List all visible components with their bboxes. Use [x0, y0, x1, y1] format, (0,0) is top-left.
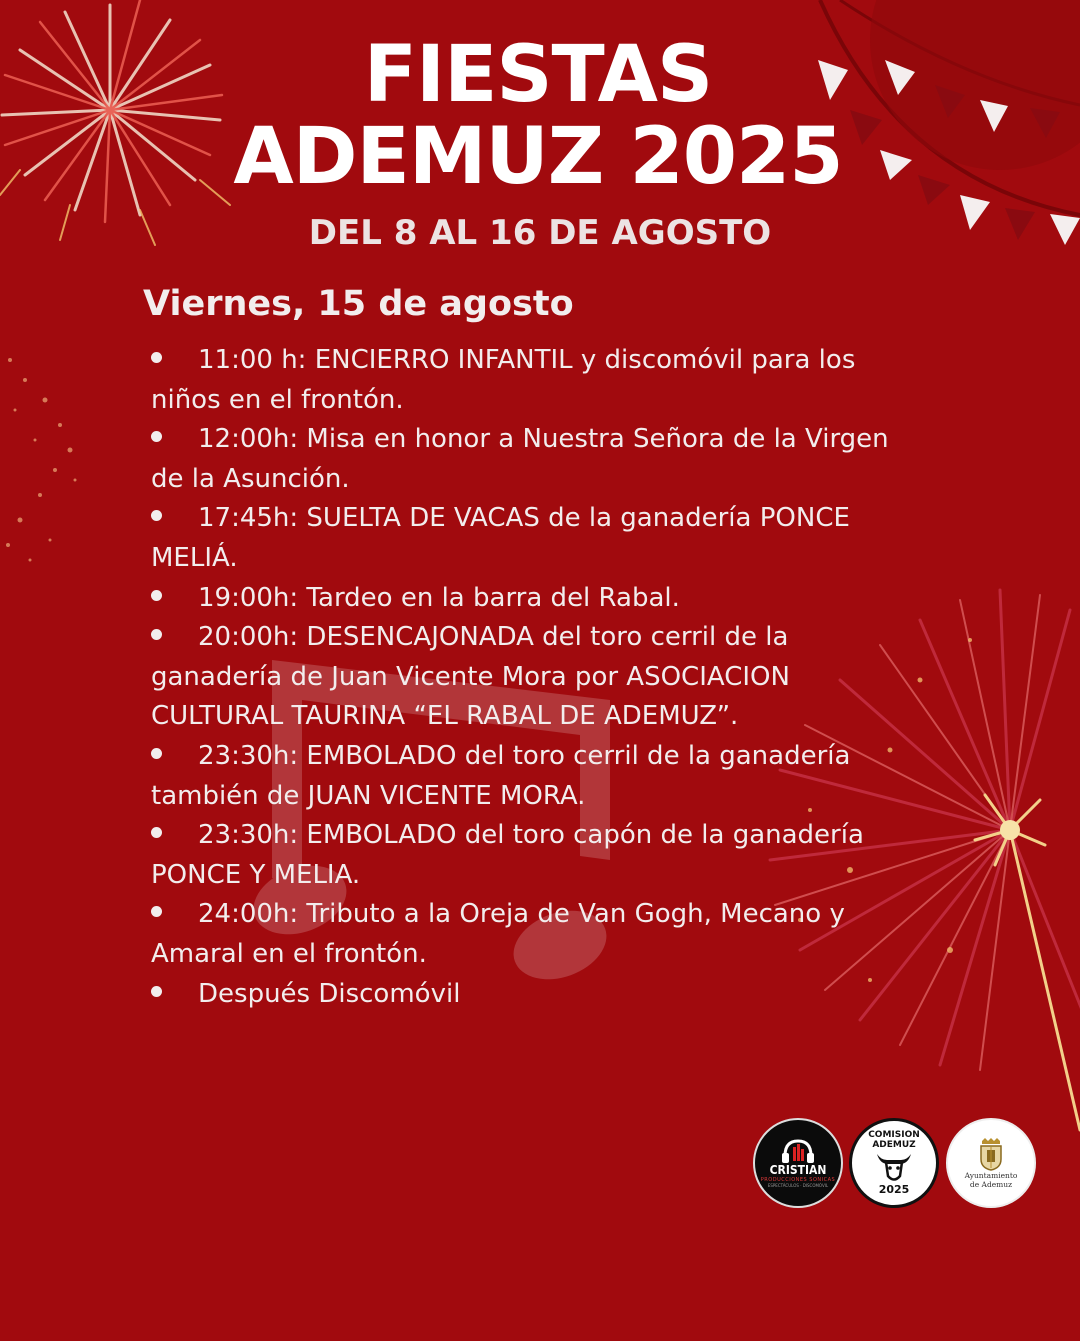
cristian-tiny: ESPECTÁCULOS · DISCOMÓVIL [767, 1182, 829, 1188]
title-line-2: ADEMUZ 2025 [233, 112, 843, 202]
event-item: Después Discomóvil [151, 975, 951, 1015]
comision-name: COMISION ADEMUZ [868, 1130, 920, 1150]
bullet-icon [151, 737, 198, 777]
comision-ademuz-logo [849, 1118, 939, 1208]
day-heading: Viernes, 15 de agosto [143, 284, 574, 324]
dates-subtitle: DEL 8 AL 16 DE AGOSTO [308, 213, 772, 253]
coat-of-arms-icon [976, 1137, 1006, 1171]
event-item: 23:30h: EMBOLADO del toro cerril de la ganadería también de JUAN VICENTE MORA. [151, 737, 951, 816]
bull-head-icon [874, 1150, 914, 1184]
bullet-icon [151, 499, 198, 539]
bullet-icon [151, 341, 198, 381]
bullet-icon [151, 420, 198, 460]
bullet-icon [151, 816, 198, 856]
ayuntamiento-line-1: Ayuntamiento [964, 1171, 1018, 1180]
ayuntamiento-ademuz-logo [946, 1118, 1036, 1208]
events-list [151, 341, 951, 1014]
comision-year: 2025 [878, 1183, 910, 1196]
event-item: 23:30h: EMBOLADO del toro capón de la ganadería PONCE Y MELIA. [151, 816, 951, 895]
sparkle-left-icon [6, 358, 77, 562]
title-line-1: FIESTAS [363, 30, 713, 120]
event-item: 11:00 h: ENCIERRO INFANTIL y discomóvil para los niños en el frontón. [151, 341, 951, 420]
cristian-name: CRISTIAN [769, 1162, 827, 1177]
headphones-icon [781, 1138, 815, 1164]
ayuntamiento-line-2: de Ademuz [969, 1180, 1013, 1189]
event-item: 24:00h: Tributo a la Oreja de Van Gogh, Mecano y Amaral en el frontón. [151, 895, 951, 974]
event-item: 19:00h: Tardeo en la barra del Rabal. [151, 579, 951, 619]
cristian-producciones-logo [753, 1118, 843, 1208]
event-item: 17:45h: SUELTA DE VACAS de la ganadería PONCE MELIÁ. [151, 499, 951, 578]
bullet-icon [151, 895, 198, 935]
event-item: 20:00h: DESENCAJONADA del toro cerril de la ganadería de Juan Vicente Mora por ASOCIACION CULTURAL TAURINA “EL RABAL DE ADEMUZ”. [151, 618, 951, 737]
bullet-icon [151, 975, 198, 1015]
event-item: 12:00h: Misa en honor a Nuestra Señora de la Virgen de la Asunción. [151, 420, 951, 499]
bullet-icon [151, 579, 198, 619]
bullet-icon [151, 618, 198, 658]
cristian-sub: PRODUCCIONES SONICAS [760, 1176, 836, 1183]
